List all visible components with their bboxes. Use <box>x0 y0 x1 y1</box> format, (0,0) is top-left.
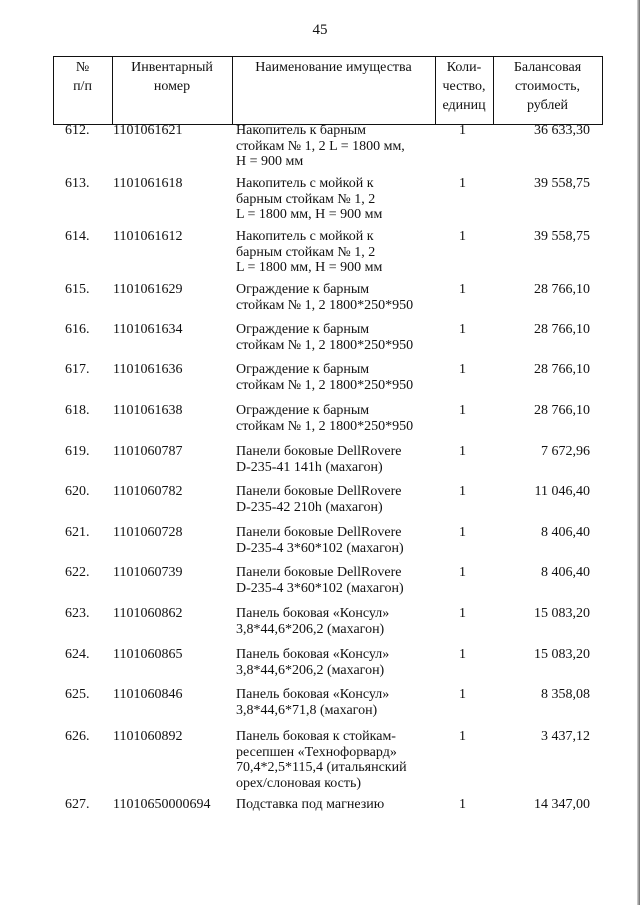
header-number-line: № <box>75 60 90 75</box>
inventory-number: 1101060862 <box>113 606 183 621</box>
property-name-line: Панели боковые DellRovere <box>236 525 402 540</box>
property-name <box>236 444 441 475</box>
quantity: 1 <box>459 403 466 418</box>
row-number: 614. <box>65 229 90 244</box>
balance-cost: 39 558,75 <box>534 229 590 244</box>
row-number: 621. <box>65 525 90 540</box>
quantity: 1 <box>459 322 466 337</box>
property-name <box>236 123 441 170</box>
header-inventory-number <box>112 57 232 124</box>
inventory-number: 1101060865 <box>113 647 183 662</box>
row-number: 625. <box>65 687 90 702</box>
quantity: 1 <box>459 444 466 459</box>
row-number: 620. <box>65 484 90 499</box>
inventory-number: 1101061636 <box>113 362 183 377</box>
property-name-line: Панель боковая «Консул» <box>236 606 390 621</box>
property-name-line: L = 1800 мм, H = 900 мм <box>236 207 383 223</box>
inventory-number: 1101060787 <box>113 444 183 459</box>
property-name-line: Накопитель с мойкой к <box>236 176 374 191</box>
header-cost-line: Балансовая <box>513 60 582 75</box>
column-divider <box>112 56 113 125</box>
header-number <box>53 57 112 124</box>
inventory-number: 1101060739 <box>113 565 183 580</box>
property-name <box>236 525 441 556</box>
property-name-line: Ограждение к барным <box>236 362 370 377</box>
header-cost-line: стоимость, <box>514 79 581 94</box>
property-name <box>236 229 441 276</box>
balance-cost: 3 437,12 <box>541 729 590 744</box>
inventory-number: 11010650000694 <box>113 797 211 812</box>
property-name-line: Панели боковые DellRovere <box>236 444 402 459</box>
property-name-line: 3,8*44,6*206,2 (махагон) <box>236 621 385 637</box>
column-divider <box>53 56 54 125</box>
row-number: 612. <box>65 123 90 138</box>
property-name-line: 3,8*44,6*71,8 (махагон) <box>236 702 378 718</box>
property-name-line: Накопитель к барным <box>236 123 366 138</box>
row-number: 613. <box>65 176 90 191</box>
balance-cost: 28 766,10 <box>534 322 590 337</box>
row-number: 626. <box>65 729 90 744</box>
property-name-line: D-235-41 141h (махагон) <box>236 459 383 475</box>
row-number: 616. <box>65 322 90 337</box>
inventory-number: 1101061612 <box>113 229 183 244</box>
balance-cost: 15 083,20 <box>534 606 590 621</box>
quantity: 1 <box>459 797 466 812</box>
property-name-line: Ограждение к барным <box>236 282 370 297</box>
quantity: 1 <box>459 525 466 540</box>
header-quantity-line: чество, <box>442 79 486 94</box>
property-name <box>236 282 441 313</box>
property-name <box>236 797 441 813</box>
property-name-line: Панели боковые DellRovere <box>236 484 402 499</box>
row-number: 627. <box>65 797 90 812</box>
balance-cost: 8 358,08 <box>541 687 590 702</box>
quantity: 1 <box>459 176 466 191</box>
property-name-line: барным стойкам № 1, 2 <box>236 244 376 260</box>
quantity: 1 <box>459 362 466 377</box>
inventory-number: 1101060728 <box>113 525 183 540</box>
property-name <box>236 606 441 637</box>
row-number: 618. <box>65 403 90 418</box>
property-name-line: барным стойкам № 1, 2 <box>236 191 376 207</box>
property-name-line: D-235-42 210h (махагон) <box>236 499 383 515</box>
inventory-number: 1101061621 <box>113 123 183 138</box>
quantity: 1 <box>459 123 466 138</box>
balance-cost: 28 766,10 <box>534 282 590 297</box>
header-quantity <box>435 57 493 124</box>
balance-cost: 7 672,96 <box>541 444 590 459</box>
inventory-number: 1101061629 <box>113 282 183 297</box>
quantity: 1 <box>459 229 466 244</box>
property-name <box>236 362 441 393</box>
property-name-line: стойкам № 1, 2 1800*250*950 <box>236 418 414 434</box>
balance-cost: 39 558,75 <box>534 176 590 191</box>
quantity: 1 <box>459 647 466 662</box>
property-name <box>236 176 441 223</box>
property-name-line: L = 1800 мм, H = 900 мм <box>236 260 383 276</box>
balance-cost: 36 633,30 <box>534 123 590 138</box>
column-divider <box>602 56 603 125</box>
property-name-line: 3,8*44,6*206,2 (махагон) <box>236 662 385 678</box>
inventory-number: 1101061618 <box>113 176 183 191</box>
column-divider <box>232 56 233 125</box>
row-number: 624. <box>65 647 90 662</box>
quantity: 1 <box>459 282 466 297</box>
inventory-number: 1101061638 <box>113 403 183 418</box>
column-divider <box>435 56 436 125</box>
quantity: 1 <box>459 729 466 744</box>
header-quantity-line: единиц <box>442 98 486 113</box>
quantity: 1 <box>459 565 466 580</box>
property-name <box>236 565 441 596</box>
quantity: 1 <box>459 484 466 499</box>
balance-cost: 11 046,40 <box>534 484 590 499</box>
property-name-line: Панель боковая «Консул» <box>236 687 390 702</box>
balance-cost: 15 083,20 <box>534 647 590 662</box>
page-number: 45 <box>312 22 328 38</box>
balance-cost: 14 347,00 <box>534 797 590 812</box>
property-name-line: Ограждение к барным <box>236 322 370 337</box>
property-name-line: Панели боковые DellRovere <box>236 565 402 580</box>
table-header <box>53 56 602 125</box>
property-name-line: Панель боковая «Консул» <box>236 647 390 662</box>
property-name <box>236 322 441 353</box>
row-number: 622. <box>65 565 90 580</box>
row-number: 617. <box>65 362 90 377</box>
property-name-line: стойкам № 1, 2 1800*250*950 <box>236 377 414 393</box>
header-number-line: п/п <box>73 79 92 94</box>
property-name-line: 70,4*2,5*115,4 (итальянский <box>236 760 407 776</box>
property-name <box>236 729 441 792</box>
property-name-line: Панель боковая к стойкам- <box>236 729 396 744</box>
property-name-line: D-235-4 3*60*102 (махагон) <box>236 580 404 596</box>
header-property-name <box>232 57 435 124</box>
balance-cost: 28 766,10 <box>534 362 590 377</box>
header-inventory-line: Инвентарный <box>131 60 213 75</box>
property-name-line: стойкам № 1, 2 1800*250*950 <box>236 337 414 353</box>
property-name <box>236 403 441 434</box>
property-name-line: орех/слоновая кость) <box>236 776 362 792</box>
quantity: 1 <box>459 687 466 702</box>
header-property-line: Наименование имущества <box>255 60 412 75</box>
property-name-line: стойкам № 1, 2 L = 1800 мм, <box>236 138 405 154</box>
property-name-line: Накопитель с мойкой к <box>236 229 374 244</box>
row-number: 615. <box>65 282 90 297</box>
balance-cost: 8 406,40 <box>541 525 590 540</box>
balance-cost: 8 406,40 <box>541 565 590 580</box>
row-number: 619. <box>65 444 90 459</box>
column-divider <box>493 56 494 125</box>
inventory-number: 1101060892 <box>113 729 183 744</box>
balance-cost: 28 766,10 <box>534 403 590 418</box>
inventory-number: 1101061634 <box>113 322 183 337</box>
row-number: 623. <box>65 606 90 621</box>
property-name <box>236 687 441 718</box>
property-name-line: D-235-4 3*60*102 (махагон) <box>236 540 404 556</box>
quantity: 1 <box>459 606 466 621</box>
header-inventory-line: номер <box>153 79 191 94</box>
property-name <box>236 647 441 678</box>
property-name-line: ресепшен «Технофорвард» <box>236 744 397 760</box>
property-name-line: стойкам № 1, 2 1800*250*950 <box>236 297 414 313</box>
header-quantity-line: Коли- <box>446 60 482 75</box>
property-name-line: H = 900 мм <box>236 154 304 170</box>
property-name-line: Ограждение к барным <box>236 403 370 418</box>
header-cost-line: рублей <box>526 98 569 113</box>
property-name <box>236 484 441 515</box>
header-balance-cost <box>493 57 602 124</box>
property-name-line: Подставка под магнезию <box>236 797 385 812</box>
inventory-number: 1101060846 <box>113 687 183 702</box>
inventory-number: 1101060782 <box>113 484 183 499</box>
